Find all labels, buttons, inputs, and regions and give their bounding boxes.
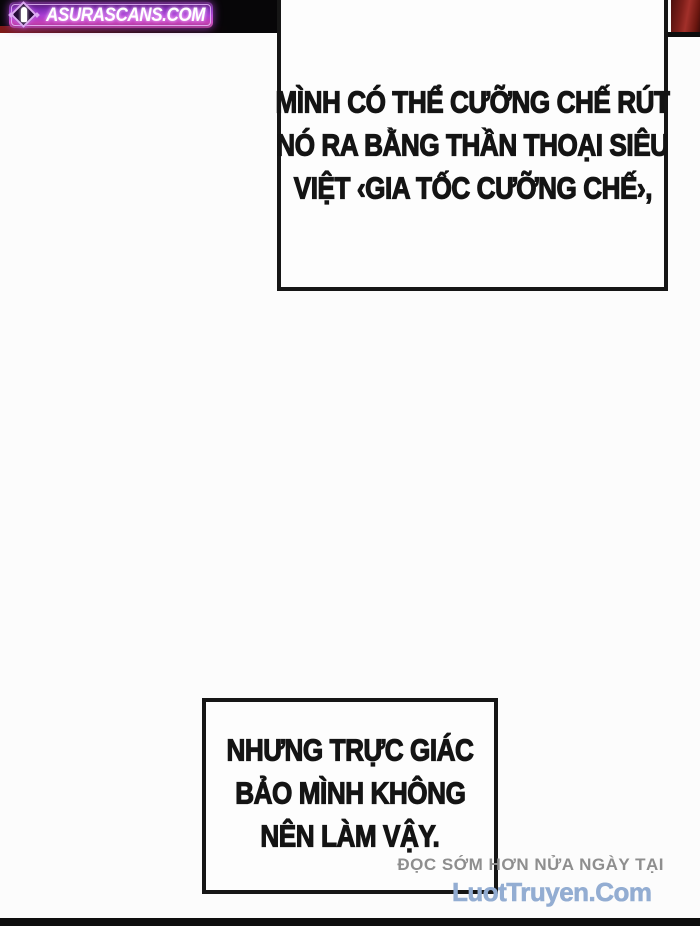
speech-line: NHƯNG TRỰC GIÁC [226, 733, 474, 767]
next-panel-edge [0, 918, 700, 926]
watermark-tagline: ĐỌC SỚM HƠN NỬA NGÀY TẠI [397, 855, 664, 874]
panel-artwork-red-corner [671, 0, 700, 32]
speech-line: MÌNH CÓ THỂ CƯỠNG CHẾ RÚT [275, 85, 670, 119]
spark-right [34, 12, 40, 18]
speech-line: VIỆT ‹GIA TỐC CƯỠNG CHẾ›, [293, 171, 652, 205]
logo-figure [21, 7, 27, 22]
speech-line: NÓ RA BẰNG THẦN THOẠI SIÊU [276, 128, 669, 162]
asurascans-banner [9, 2, 213, 28]
panel-border-edge [666, 32, 700, 37]
header-bar [0, 0, 277, 33]
speech-line: NÊN LÀM VẬY. [260, 819, 440, 853]
site-label: ASURASCANS.COM [46, 5, 206, 26]
speech-line: BẢO MÌNH KHÔNG [234, 776, 466, 810]
watermark-site-name: LuotTruyen.Com [452, 877, 652, 907]
speech-box-top [277, 0, 668, 291]
asura-diamond-logo-icon [10, 1, 38, 29]
